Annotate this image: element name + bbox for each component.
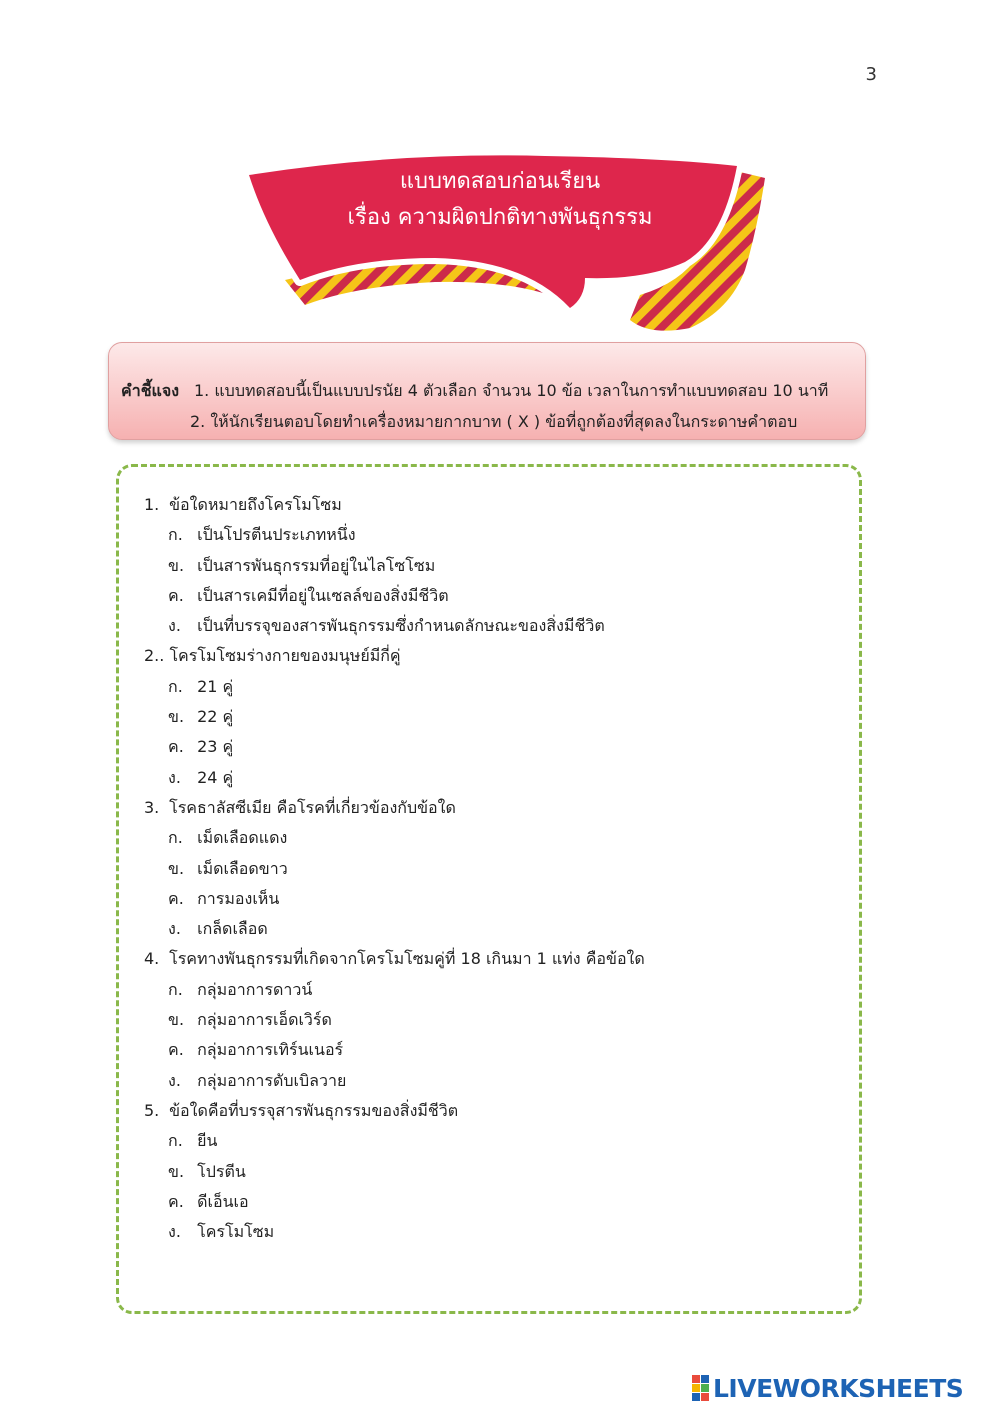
option-text: กลุ่มอาการเทิร์นเนอร์ (197, 1040, 344, 1060)
option-text: โครโมโซม (197, 1222, 275, 1242)
question-number: 5. (144, 1100, 160, 1120)
option-text: การมองเห็น (197, 888, 280, 908)
banner-title (285, 164, 715, 236)
option-letter: ค. (168, 888, 184, 908)
option-text: 22 คู่ (197, 707, 234, 727)
option-letter: ค. (168, 585, 184, 605)
option-letter: ง. (168, 616, 181, 636)
option-letter: ก. (168, 979, 183, 999)
option-letter: ข. (168, 555, 185, 575)
option-letter: ง. (168, 1070, 181, 1090)
banner-line-2: เรื่อง ความผิดปกติทางพันธุกรรม (347, 205, 653, 230)
question-text: ข้อใดหมายถึงโครโมโซม (169, 495, 342, 514)
question-number: 2.. (144, 646, 165, 666)
question-2 (144, 641, 645, 671)
option-text: 21 คู่ (197, 676, 234, 696)
answer-option[interactable] (144, 854, 645, 884)
option-letter: ง. (168, 767, 181, 787)
answer-option[interactable] (144, 702, 645, 732)
question-4 (144, 944, 645, 974)
option-text: เม็ดเลือดแดง (197, 828, 288, 848)
title-banner (245, 150, 770, 335)
option-text: เม็ดเลือดขาว (197, 858, 288, 878)
answer-option[interactable] (144, 672, 645, 702)
answer-option[interactable] (144, 975, 645, 1005)
option-text: โปรตีน (197, 1161, 246, 1181)
question-text: ข้อใดคือที่บรรจุสารพันธุกรรมของสิ่งมีชีวิต (169, 1100, 459, 1120)
option-text: เกล็ดเลือด (197, 919, 268, 939)
question-text: โครโมโซมร่างกายของมนุษย์มีกี่คู่ (169, 646, 401, 666)
option-letter: ข. (168, 858, 185, 878)
question-text: โรคทางพันธุกรรมที่เกิดจากโครโมโซมคู่ที่ 18 เกินมา 1 แท่ง คือข้อใด (169, 949, 645, 969)
answer-option[interactable] (144, 520, 645, 550)
question-3 (144, 793, 645, 823)
option-text: เป็นโปรตีนประเภทหนึ่ง (197, 525, 356, 545)
answer-option[interactable] (144, 1157, 645, 1187)
option-letter: ค. (168, 1040, 184, 1060)
option-text: ดีเอ็นเอ (197, 1191, 249, 1211)
option-letter: ง. (168, 1222, 181, 1242)
option-letter: ข. (168, 707, 185, 727)
option-letter: ข. (168, 1161, 185, 1181)
instruction-line-1: 1. แบบทดสอบนี้เป็นแบบปรนัย 4 ตัวเลือก จำนวน 10 ข้อ เวลาในการทำแบบทดสอบ 10 นาที (194, 381, 829, 400)
option-text: เป็นที่บรรจุของสารพันธุกรรมซึ่งกำหนดลักษณะของสิ่งมีชีวิต (197, 616, 605, 636)
brand-name: LIVEWORKSHEETS (713, 1373, 964, 1403)
question-number: 3. (144, 797, 160, 817)
question-number: 1. (144, 495, 160, 514)
instructions-label: คำชี้แจง (121, 381, 180, 400)
option-text: เป็นสารเคมีที่อยู่ในเซลล์ของสิ่งมีชีวิต (197, 585, 449, 605)
answer-option[interactable] (144, 914, 645, 944)
liveworksheets-logo (692, 1373, 964, 1403)
option-letter: ค. (168, 1191, 184, 1211)
question-number: 4. (144, 949, 160, 969)
answer-option[interactable] (144, 1035, 645, 1065)
option-text: กลุ่มอาการเอ็ดเวิร์ด (197, 1010, 332, 1030)
answer-option[interactable] (144, 581, 645, 611)
option-text: 23 คู่ (197, 737, 234, 757)
question-list (144, 490, 645, 1247)
question-text: โรคธาลัสซีเมีย คือโรคที่เกี่ยวข้องกับข้อใด (169, 797, 456, 817)
option-text: เป็นสารพันธุกรรมที่อยู่ในไลโซโซม (197, 555, 436, 575)
answer-option[interactable] (144, 551, 645, 581)
answer-option[interactable] (144, 884, 645, 914)
option-letter: ค. (168, 737, 184, 757)
page-number: 3 (865, 64, 877, 85)
option-text: กลุ่มอาการดาวน์ (197, 979, 313, 999)
banner-line-1: แบบทดสอบก่อนเรียน (399, 169, 601, 194)
option-letter: ก. (168, 1131, 183, 1151)
answer-option[interactable] (144, 823, 645, 853)
answer-option[interactable] (144, 763, 645, 793)
option-letter: ข. (168, 1010, 185, 1030)
answer-option[interactable] (144, 1005, 645, 1035)
option-letter: ก. (168, 676, 183, 696)
answer-option[interactable] (144, 1066, 645, 1096)
answer-option[interactable] (144, 1187, 645, 1217)
instructions-box (108, 342, 866, 440)
option-letter: ก. (168, 828, 183, 848)
option-text: กลุ่มอาการดับเบิลวาย (197, 1070, 347, 1090)
option-text: ยีน (197, 1131, 218, 1151)
instruction-line-2: 2. ให้นักเรียนตอบโดยทำเครื่องหมายกากบาท ( X ) ข้อที่ถูกต้องที่สุดลงในกระดาษคำตอบ (190, 412, 798, 431)
question-1 (144, 490, 645, 520)
option-letter: ง. (168, 919, 181, 939)
answer-option[interactable] (144, 1217, 645, 1247)
answer-option[interactable] (144, 732, 645, 762)
answer-option[interactable] (144, 611, 645, 641)
answer-option[interactable] (144, 1126, 645, 1156)
question-5 (144, 1096, 645, 1126)
option-text: 24 คู่ (197, 767, 234, 787)
liveworksheets-icon (692, 1375, 709, 1401)
option-letter: ก. (168, 525, 183, 545)
